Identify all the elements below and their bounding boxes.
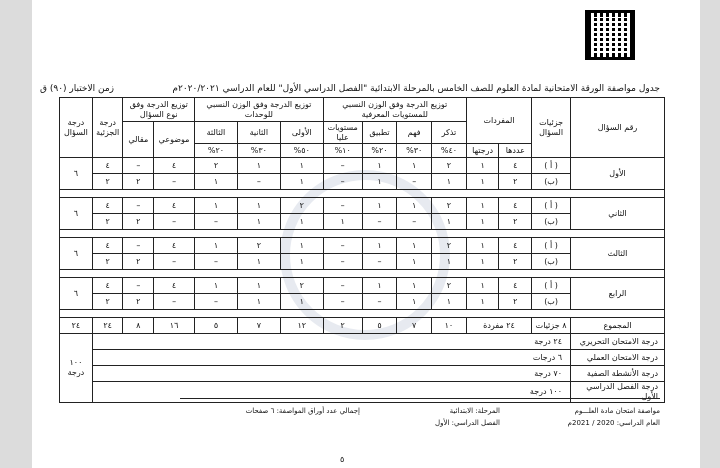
- cell-c3: ١: [362, 278, 397, 294]
- total-parts: ٨ جزئيات: [532, 318, 571, 334]
- cell-pg: ٢: [92, 174, 123, 190]
- percent-unit-1: ٥٠%: [280, 144, 323, 158]
- cell-obj: –: [154, 174, 195, 190]
- cell-pg: ٢: [92, 254, 123, 270]
- cell-count: ٢: [499, 254, 532, 270]
- header-unit-2: الثانية: [237, 122, 280, 144]
- cell-ess: ٢: [123, 254, 154, 270]
- cell-c3: ١: [362, 158, 397, 174]
- cell-ess: –: [123, 278, 154, 294]
- question-part: ( أ ): [532, 278, 571, 294]
- cell-ess: –: [123, 238, 154, 254]
- cell-c2: ١: [397, 294, 432, 310]
- total-pg: ٢٤: [92, 318, 123, 334]
- cell-c4: –: [323, 174, 362, 190]
- question-part: (ب): [532, 254, 571, 270]
- footer-spec: مواصفة امتحان مادة العلـــوم: [574, 407, 660, 415]
- cell-c4: ١: [323, 214, 362, 230]
- percent-understand: ٣٠%: [397, 144, 432, 158]
- table-row: [60, 238, 665, 254]
- cell-u1: ١: [280, 174, 323, 190]
- summary-label: درجة الامتحان التحريري: [571, 334, 665, 350]
- cell-pg: ٤: [92, 238, 123, 254]
- total-vocab: ٢٤ مفردة: [466, 318, 531, 334]
- cell-c2: ١: [397, 198, 432, 214]
- cell-u3: ١: [195, 238, 238, 254]
- spacer-row: [60, 190, 665, 198]
- cell-u3: ١: [195, 174, 238, 190]
- total-qg: ٢٤: [60, 318, 93, 334]
- cell-c2: ١: [397, 238, 432, 254]
- cell-obj: ٤: [154, 158, 195, 174]
- cell-u2: ٢: [237, 238, 280, 254]
- cell-count: ٤: [499, 238, 532, 254]
- cell-obj: ٤: [154, 238, 195, 254]
- header-remember: تذكر: [432, 122, 467, 144]
- cell-u1: ٢: [280, 278, 323, 294]
- cell-c4: –: [323, 238, 362, 254]
- spacer-cell: [60, 270, 665, 278]
- specification-table: [59, 97, 665, 403]
- header-count: عددها: [499, 144, 532, 158]
- cell-c4: –: [323, 294, 362, 310]
- cell-u1: ٢: [280, 198, 323, 214]
- question-name: الرابع: [571, 278, 665, 310]
- question-grade: ٦: [60, 158, 93, 190]
- question-part: ( أ ): [532, 158, 571, 174]
- header-q-grade: درجة السؤال: [60, 98, 93, 158]
- footer-term: الفصل الدراسي: الأول: [435, 419, 500, 427]
- header-parts: جزئيات السؤال: [532, 98, 571, 158]
- cell-c1: ٢: [432, 158, 467, 174]
- document-title: جدول مواصفة الورقة الامتحانية لمادة العلوم للصف الخامس بالمرحلة الابتدائية "الفصل الدراسي الأول" للعام الدراسي ٢٠٢٠/٢٠٢١م: [172, 84, 660, 94]
- summary-value: ٢٤ درجة: [92, 334, 570, 350]
- percent-remember: ٤٠%: [432, 144, 467, 158]
- cell-count: ٤: [499, 278, 532, 294]
- header-understand: فهم: [397, 122, 432, 144]
- footer-year: العام الدراسي: 2020 / 2021م: [567, 419, 660, 427]
- percent-higher: ١٠%: [323, 144, 362, 158]
- spacer-cell: [60, 230, 665, 238]
- cell-u3: ١: [195, 198, 238, 214]
- question-part: (ب): [532, 214, 571, 230]
- cell-pg: ٤: [92, 198, 123, 214]
- footer-stage: المرحلة: الابتدائية: [449, 407, 500, 415]
- cell-grade: ١: [466, 198, 499, 214]
- question-grade: ٦: [60, 278, 93, 310]
- question-grade: ٦: [60, 238, 93, 270]
- cell-grade: ١: [466, 254, 499, 270]
- cell-u2: ١: [237, 294, 280, 310]
- header-part-grade: درجة الجزئية: [92, 98, 123, 158]
- footer-pages: إجمالي عدد أوراق المواصفة: ٦ صفحات: [245, 407, 360, 415]
- total-label: المجموع: [571, 318, 665, 334]
- header-essay: مقالي: [123, 122, 154, 158]
- cell-grade: ١: [466, 278, 499, 294]
- cell-count: ٢: [499, 294, 532, 310]
- cell-c1: ٢: [432, 198, 467, 214]
- header-unit-3: الثالثة: [195, 122, 238, 144]
- cell-ess: ٢: [123, 174, 154, 190]
- cell-obj: ٤: [154, 278, 195, 294]
- summary-value: ٧٠ درجة: [92, 366, 570, 382]
- total-c4: ٢: [323, 318, 362, 334]
- document-footer: [180, 398, 660, 448]
- question-name: الثالث: [571, 238, 665, 270]
- cell-u3: –: [195, 214, 238, 230]
- spacer-row: [60, 230, 665, 238]
- total-u2: ٧: [237, 318, 280, 334]
- cell-grade: ١: [466, 294, 499, 310]
- cell-u3: ٢: [195, 158, 238, 174]
- percent-unit-3: ٢٠%: [195, 144, 238, 158]
- cell-c4: –: [323, 278, 362, 294]
- cell-grade: ١: [466, 238, 499, 254]
- cell-grade: ١: [466, 158, 499, 174]
- total-c1: ١٠: [432, 318, 467, 334]
- cell-c4: –: [323, 198, 362, 214]
- header-row-1: [60, 98, 665, 122]
- footer-subject-block: [568, 405, 660, 429]
- total-u3: ٥: [195, 318, 238, 334]
- header-grade: درجتها: [466, 144, 499, 158]
- cell-c3: –: [362, 214, 397, 230]
- cell-c2: ١: [397, 254, 432, 270]
- footer-stage-block: [435, 405, 500, 429]
- cell-count: ٢: [499, 174, 532, 190]
- cell-ess: –: [123, 158, 154, 174]
- cell-u2: –: [237, 174, 280, 190]
- header-qtype: توزيع الدرجة وفق نوع السؤال: [123, 98, 195, 122]
- header-objective: موضوعي: [154, 122, 195, 158]
- cell-u2: ١: [237, 254, 280, 270]
- cell-c1: ١: [432, 294, 467, 310]
- cell-u3: –: [195, 294, 238, 310]
- cell-u1: ١: [280, 158, 323, 174]
- summary-value: ٦ درجات: [92, 350, 570, 366]
- question-grade: ٦: [60, 198, 93, 230]
- summary-label: درجة الفصل الدراسي الأول: [571, 382, 665, 403]
- header-vocab: المفردات: [466, 98, 531, 144]
- cell-c3: –: [362, 294, 397, 310]
- cell-ess: ٢: [123, 294, 154, 310]
- summary-row: [60, 334, 665, 350]
- summary-row: [60, 366, 665, 382]
- footer-pages-block: [246, 405, 360, 417]
- cell-c1: ١: [432, 254, 467, 270]
- cell-obj: –: [154, 214, 195, 230]
- cell-u1: ١: [280, 254, 323, 270]
- summary-value: ١٠٠ درجة: [92, 382, 570, 403]
- document-header: [40, 82, 660, 96]
- cell-c1: ٢: [432, 278, 467, 294]
- cell-pg: ٢: [92, 294, 123, 310]
- cell-grade: ١: [466, 174, 499, 190]
- spacer-row: [60, 310, 665, 318]
- cell-c4: –: [323, 158, 362, 174]
- cell-c2: ١: [397, 158, 432, 174]
- header-unit-1: الأولى: [280, 122, 323, 144]
- total-c3: ٥: [362, 318, 397, 334]
- total-c2: ٧: [397, 318, 432, 334]
- cell-u3: –: [195, 254, 238, 270]
- cell-u1: ١: [280, 294, 323, 310]
- summary-label: درجة الامتحان العملي: [571, 350, 665, 366]
- cell-obj: –: [154, 254, 195, 270]
- percent-apply: ٢٠%: [362, 144, 397, 158]
- spacer-row: [60, 270, 665, 278]
- total-obj: ١٦: [154, 318, 195, 334]
- cell-c2: –: [397, 214, 432, 230]
- question-part: ( أ ): [532, 238, 571, 254]
- cell-obj: ٤: [154, 198, 195, 214]
- question-name: الأول: [571, 158, 665, 190]
- cell-c1: ٢: [432, 238, 467, 254]
- question-part: (ب): [532, 294, 571, 310]
- qr-code-icon: [585, 10, 635, 60]
- percent-unit-2: ٣٠%: [237, 144, 280, 158]
- cell-pg: ٢: [92, 214, 123, 230]
- cell-c3: ١: [362, 198, 397, 214]
- question-part: ( أ ): [532, 198, 571, 214]
- cell-count: ٢: [499, 214, 532, 230]
- table-row: [60, 198, 665, 214]
- cell-c4: –: [323, 254, 362, 270]
- cell-c2: –: [397, 174, 432, 190]
- cell-u2: ١: [237, 158, 280, 174]
- total-u1: ١٢: [280, 318, 323, 334]
- cell-u2: ١: [237, 198, 280, 214]
- page-number: ٥: [340, 455, 345, 464]
- question-part: (ب): [532, 174, 571, 190]
- cell-c3: ١: [362, 174, 397, 190]
- cell-pg: ٤: [92, 158, 123, 174]
- cell-c2: ١: [397, 278, 432, 294]
- cell-u1: ١: [280, 214, 323, 230]
- header-higher: مستويات عليا: [323, 122, 362, 144]
- cell-grade: ١: [466, 214, 499, 230]
- spacer-cell: [60, 190, 665, 198]
- table-row: [60, 158, 665, 174]
- question-name: الثاني: [571, 198, 665, 230]
- summary-label: درجة الأنشطة الصفية: [571, 366, 665, 382]
- cell-c3: ١: [362, 238, 397, 254]
- cell-c1: ١: [432, 174, 467, 190]
- cell-u2: ١: [237, 278, 280, 294]
- cell-ess: –: [123, 198, 154, 214]
- spacer-cell: [60, 310, 665, 318]
- header-question-no: رقم السؤال: [571, 98, 665, 158]
- cell-count: ٤: [499, 198, 532, 214]
- cell-u3: ١: [195, 278, 238, 294]
- cell-ess: ٢: [123, 214, 154, 230]
- cell-c3: –: [362, 254, 397, 270]
- header-cognitive: توزيع الدرجة وفق الوزن النسبي للمستويات المعرفية: [323, 98, 466, 122]
- cell-u2: ١: [237, 214, 280, 230]
- total-row: [60, 318, 665, 334]
- total-ess: ٨: [123, 318, 154, 334]
- cell-count: ٤: [499, 158, 532, 174]
- exam-time: زمن الاختبار (٩٠) ق: [40, 84, 114, 94]
- summary-total: ١٠٠ درجة: [60, 334, 93, 403]
- table-row: [60, 278, 665, 294]
- summary-row: [60, 350, 665, 366]
- cell-u1: ١: [280, 238, 323, 254]
- cell-c1: ١: [432, 214, 467, 230]
- header-apply: تطبيق: [362, 122, 397, 144]
- cell-obj: –: [154, 294, 195, 310]
- cell-pg: ٤: [92, 278, 123, 294]
- header-units: توزيع الدرجة وفق الوزن النسبي للوحدات: [195, 98, 324, 122]
